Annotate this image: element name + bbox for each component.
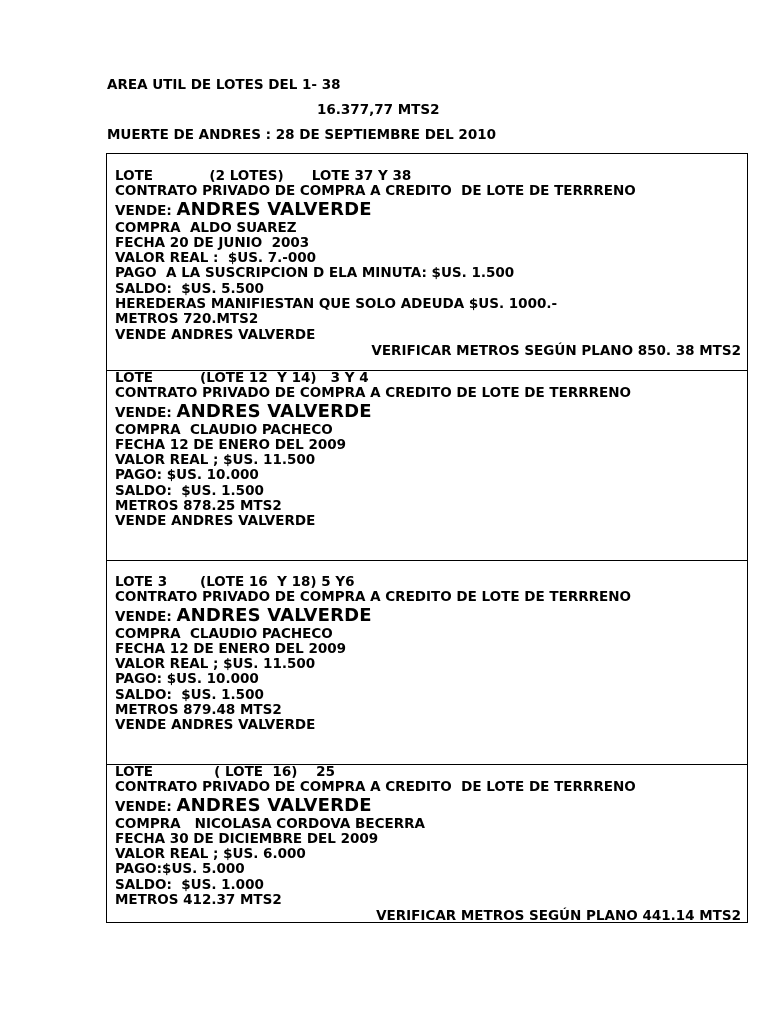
fecha-line: FECHA 30 DE DICIEMBRE DEL 2009: [115, 830, 379, 847]
saldo-line: SALDO: $US. 1.500: [115, 482, 264, 499]
lotes-table: [106, 153, 748, 923]
lote-record-3: [107, 561, 747, 765]
metros-line: METROS 720.MTS2: [115, 311, 259, 328]
vende-line: [115, 606, 741, 627]
metros-line: METROS 879.48 MTS2: [115, 702, 282, 719]
vende-final-line: VENDE ANDRES VALVERDE: [115, 326, 316, 343]
total-area: 16.377,77 MTS2: [317, 102, 440, 118]
pago-line: PAGO:$US. 5.000: [115, 861, 245, 878]
vende-label: VENDE:: [115, 202, 172, 219]
vende-name: ANDRES VALVERDE: [176, 400, 372, 422]
fecha-line: FECHA 12 DE ENERO DEL 2009: [115, 640, 347, 657]
lote-record-4: [107, 764, 747, 925]
compra-line: COMPRA NICOLASA CORDOVA BECERRA: [115, 815, 425, 832]
lote-record-1: [107, 154, 747, 371]
death-date-note: MUERTE DE ANDRES : 28 DE SEPTIEMBRE DEL 2010: [107, 127, 497, 143]
contrato-line: CONTRATO PRIVADO DE COMPRA A CREDITO DE LOTE DE TERRRENO: [115, 183, 636, 200]
vende-name: ANDRES VALVERDE: [176, 794, 372, 816]
metros-line: METROS 878.25 MTS2: [115, 498, 282, 515]
vende-line: [115, 200, 741, 221]
fecha-line: FECHA 12 DE ENERO DEL 2009: [115, 436, 347, 453]
metros-line: METROS 412.37 MTS2: [115, 892, 282, 909]
compra-line: COMPRA ALDO SUAREZ: [115, 219, 297, 236]
pago-line: PAGO A LA SUSCRIPCION D ELA MINUTA: $US. 1.500: [115, 265, 515, 282]
vende-label: VENDE:: [115, 608, 172, 625]
document-title: AREA UTIL DE LOTES DEL 1- 38: [107, 77, 341, 93]
valor-real-line: VALOR REAL : $US. 7.-000: [115, 250, 317, 267]
fecha-line: FECHA 20 DE JUNIO 2003: [115, 234, 310, 251]
vende-line: [115, 402, 741, 423]
verificar-note: VERIFICAR METROS SEGÚN PLANO 850. 38 MTS2: [371, 342, 741, 359]
herederas-note: HEREDERAS MANIFIESTAN QUE SOLO ADEUDA $US. 1000.-: [115, 296, 558, 313]
lote-heading: LOTE ( LOTE 16) 25: [115, 764, 335, 780]
contrato-line: CONTRATO PRIVADO DE COMPRA A CREDITO DE LOTE DE TERRRENO: [115, 589, 632, 606]
valor-real-line: VALOR REAL ; $US. 11.500: [115, 656, 316, 673]
lote-heading: LOTE (LOTE 12 Y 14) 3 Y 4: [115, 370, 369, 386]
contrato-line: CONTRATO PRIVADO DE COMPRA A CREDITO DE LOTE DE TERRRENO: [115, 385, 632, 402]
vende-label: VENDE:: [115, 798, 172, 815]
valor-real-line: VALOR REAL ; $US. 11.500: [115, 452, 316, 469]
saldo-line: SALDO: $US. 1.000: [115, 876, 264, 893]
pago-line: PAGO: $US. 10.000: [115, 671, 259, 688]
lote-record-2: [107, 371, 747, 561]
pago-line: PAGO: $US. 10.000: [115, 467, 259, 484]
lote-heading: LOTE (2 LOTES) LOTE 37 Y 38: [115, 168, 412, 184]
vende-label: VENDE:: [115, 404, 172, 421]
saldo-line: SALDO: $US. 5.500: [115, 280, 264, 297]
vende-name: ANDRES VALVERDE: [176, 604, 372, 626]
vende-final-line: VENDE ANDRES VALVERDE: [115, 513, 316, 530]
compra-line: COMPRA CLAUDIO PACHECO: [115, 625, 333, 642]
verificar-note: VERIFICAR METROS SEGÚN PLANO 441.14 MTS2: [376, 908, 741, 925]
vende-final-line: VENDE ANDRES VALVERDE: [115, 717, 316, 734]
vende-line: [115, 796, 741, 817]
lote-heading: LOTE 3 (LOTE 16 Y 18) 5 Y6: [115, 574, 355, 590]
vende-name: ANDRES VALVERDE: [176, 198, 372, 220]
contrato-line: CONTRATO PRIVADO DE COMPRA A CREDITO DE LOTE DE TERRRENO: [115, 779, 636, 796]
valor-real-line: VALOR REAL ; $US. 6.000: [115, 846, 306, 863]
saldo-line: SALDO: $US. 1.500: [115, 686, 264, 703]
compra-line: COMPRA CLAUDIO PACHECO: [115, 421, 333, 438]
